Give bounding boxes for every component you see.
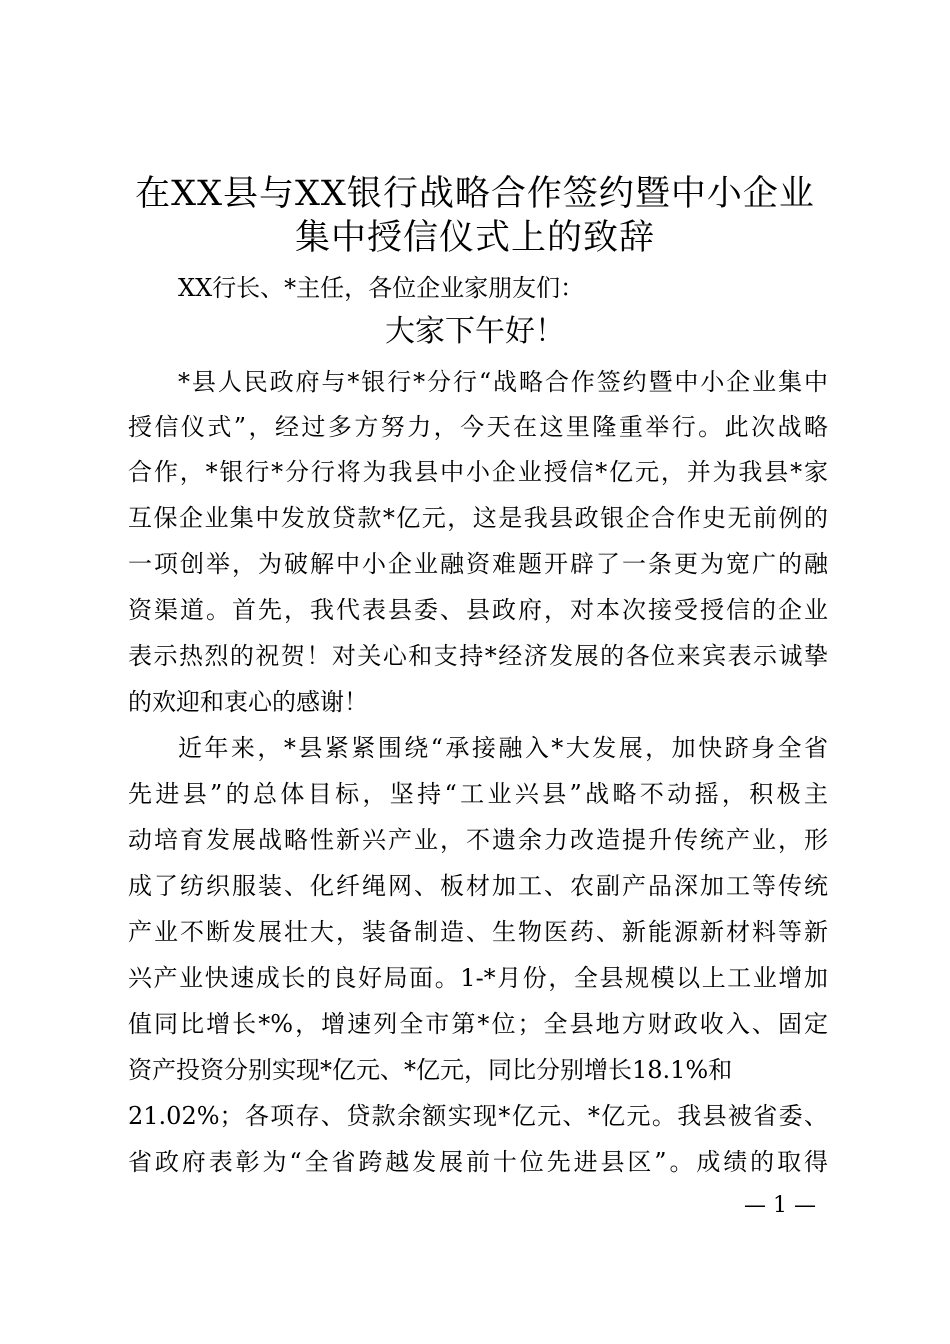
paragraph-line: 省政府表彰为“全省跨越发展前十位先进县区”。成绩的取得 [128, 1148, 828, 1176]
salutation: XX行长、*主任，各位企业家朋友们： [178, 274, 585, 302]
page-number: — 1 — [744, 1193, 816, 1218]
document-title-line-2: 集中授信仪式上的致辞 [294, 218, 655, 258]
greeting: 大家下午好！ [385, 314, 565, 349]
paragraph-line: 兴产业快速成长的良好局面。1-*月份，全县规模以上工业增加 [128, 964, 828, 992]
paragraph-line: 产业不断发展壮大，装备制造、生物医药、新能源新材料等新 [128, 918, 828, 946]
paragraph-line: 的欢迎和衷心的感谢！ [128, 688, 368, 716]
paragraph-line: *县人民政府与*银行*分行“战略合作签约暨中小企业集中 [178, 368, 828, 396]
paragraph-line: 21.02%；各项存、贷款余额实现*亿元、*亿元。我县被省委、 [128, 1102, 828, 1130]
paragraph-line: 表示热烈的祝贺！对关心和支持*经济发展的各位来宾表示诚挚 [128, 642, 828, 670]
paragraph-line: 成了纺织服装、化纤绳网、板材加工、农副产品深加工等传统 [128, 872, 828, 900]
paragraph-line: 合作，*银行*分行将为我县中小企业授信*亿元，并为我县*家 [128, 458, 828, 486]
document-title-line-1: 在XX县与XX银行战略合作签约暨中小企业 [135, 174, 815, 214]
paragraph-line: 值同比增长*%，增速列全市第*位；全县地方财政收入、固定 [128, 1010, 828, 1038]
paragraph-line: 资产投资分别实现*亿元、*亿元，同比分别增长18.1%和 [128, 1056, 733, 1084]
paragraph-line: 互保企业集中发放贷款*亿元，这是我县政银企合作史无前例的 [128, 504, 828, 532]
paragraph-line: 一项创举，为破解中小企业融资难题开辟了一条更为宽广的融 [128, 550, 828, 578]
paragraph-line: 动培育发展战略性新兴产业，不遗余力改造提升传统产业，形 [128, 826, 828, 854]
paragraph-line: 近年来，*县紧紧围绕“承接融入*大发展，加快跻身全省 [178, 734, 828, 762]
paragraph-line: 授信仪式”，经过多方努力，今天在这里隆重举行。此次战略 [128, 413, 828, 441]
paragraph-line: 先进县”的总体目标，坚持“工业兴县”战略不动摇，积极主 [128, 780, 828, 808]
paragraph-line: 资渠道。首先，我代表县委、县政府，对本次接受授信的企业 [128, 596, 828, 624]
